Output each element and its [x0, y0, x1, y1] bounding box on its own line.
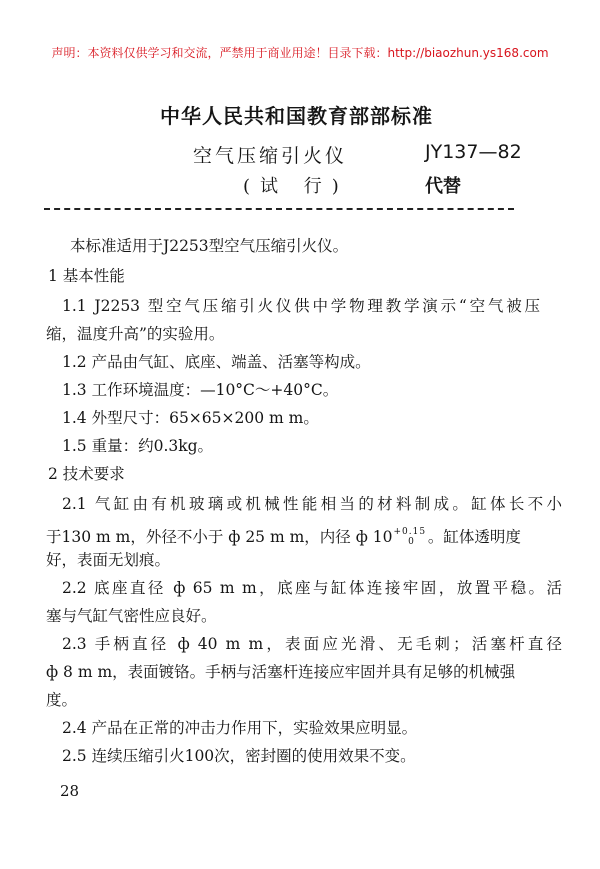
clause-2-3-line-3: 度。: [46, 691, 78, 709]
clause-2-4: 2.4 产品在正常的冲击力作用下，实验效果应明显。: [62, 719, 418, 737]
clause-2-1-line-1: 2.1 气缸由有机玻璃或机械性能相当的材料制成。缸体长不小: [62, 495, 562, 513]
section-heading-2: 2 技术要求: [48, 465, 125, 483]
clause-2-1-line-3: 好，表面无划痕。: [46, 551, 171, 569]
page-number: 28: [60, 782, 80, 800]
standard-title: 空气压缩引火仪: [193, 145, 348, 167]
clause-2-3-line-1: 2.3 手柄直径 ф 40 m m，表面应光滑、无毛刺；活塞杆直径: [62, 635, 562, 653]
clause-2-3-line-2: ф 8 m m，表面镀铬。手柄与活塞杆连接应牢固并具有足够的机械强: [46, 663, 516, 681]
tolerance-lower: 0: [408, 537, 414, 547]
clause-2-1-line-2: [46, 522, 558, 552]
clause-2-1-line-2-text: 于130 m m，外径不小于 ф 25 m m，内径 ф 10: [46, 528, 393, 546]
section-heading-1: 1 基本性能: [48, 267, 125, 285]
clause-2-1-line-2-tail: 。缸体透明度: [427, 528, 521, 546]
intro-paragraph: 本标准适用于J2253型空气压缩引火仪。: [70, 237, 349, 255]
clause-1-2: 1.2 产品由气缸、底座、端盖、活塞等构成。: [62, 353, 371, 371]
standard-code: JY137—82: [425, 141, 522, 163]
clause-1-1-line-2: 缩，温度升高”的实验用。: [46, 325, 225, 343]
clause-1-1-line-1: 1.1 J2253 型空气压缩引火仪供中学物理教学演示“空气被压: [62, 297, 540, 315]
header-divider: [44, 208, 514, 210]
issuing-organization: 中华人民共和国教育部部标准: [160, 104, 433, 128]
clause-1-5: 1.5 重量：约0.3kg。: [62, 437, 214, 455]
copyright-notice: 声明：本资料仅供学习和交流，严禁用于商业用途！目录下载：http://biaozhun.ys168.com: [51, 46, 549, 60]
clause-2-2-line-1: 2.2 底座直径 ф 65 m m，底座与缸体连接牢固，放置平稳。活: [62, 579, 562, 597]
replaces-label: 代替: [425, 176, 461, 197]
clause-1-3: 1.3 工作环境温度：—10°C～+40°C。: [62, 381, 339, 399]
tolerance-upper: +0.15: [393, 527, 427, 537]
trial-label: (试 行): [243, 176, 349, 197]
clause-2-2-line-2: 塞与气缸气密性应良好。: [46, 607, 217, 625]
clause-1-4: 1.4 外型尺寸：65×65×200 m m。: [62, 409, 319, 427]
clause-2-5: 2.5 连续压缩引火100次，密封圈的使用效果不变。: [62, 747, 416, 765]
